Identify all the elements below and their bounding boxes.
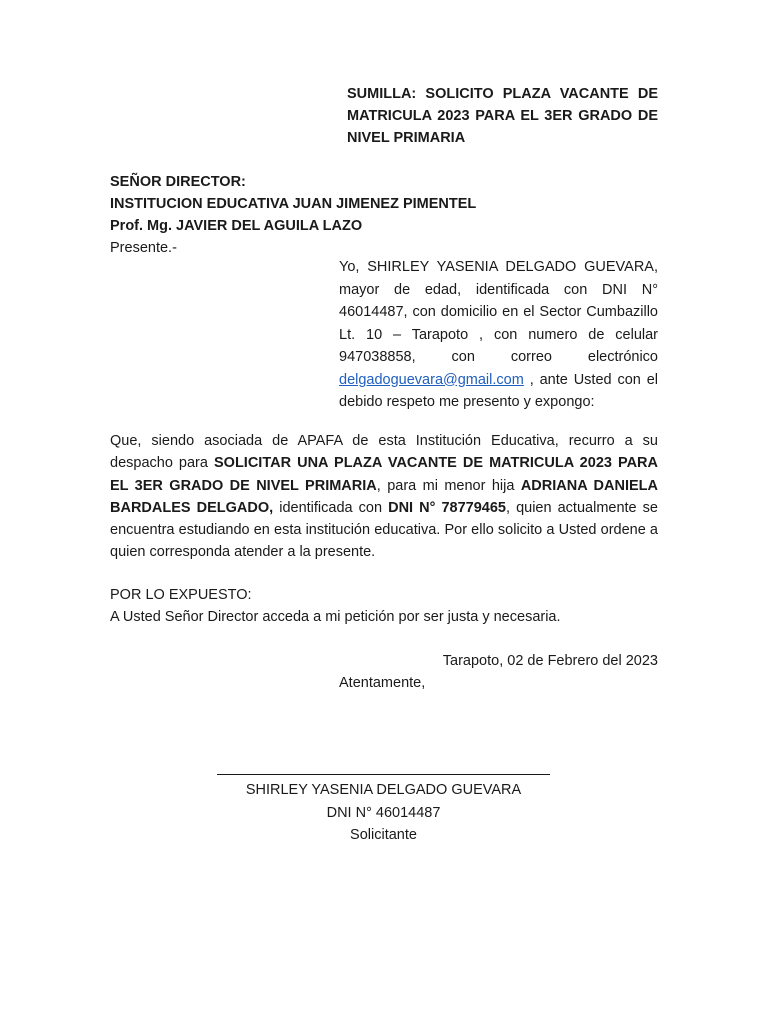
- body-bold-request: SOLICITAR UNA PLAZA VACANTE DE MATRICULA 2023 PARA EL 3ER GRADO DE NIVEL PRIMARIA: [110, 455, 658, 494]
- intro-text: Yo, SHIRLEY YASENIA DELGADO GUEVARA, mayor de edad, identificada con DNI N° 46014487, con domicilio en el Sector Cumbazillo Lt. 10 – Tarapoto , con numero de celular 947038858, con correo electrónico: [339, 259, 658, 365]
- intro-paragraph: [339, 256, 658, 414]
- body-bold-child-name: ADRIANA DANIELA BARDALES DELGADO,: [110, 477, 658, 516]
- sumilla-heading: SUMILLA: SOLICITO PLAZA VACANTE DE MATRICULA 2023 PARA EL 3ER GRADO DE NIVEL PRIMARIA: [347, 86, 658, 146]
- body-text-4: , quien actualmente se encuentra estudiando en esta institución educativa. Por ello solicito a Usted ordene a quien corresponda atender a la presente.: [110, 499, 658, 561]
- expuesto-block: [110, 584, 670, 628]
- body-text-3: identificada con: [273, 499, 389, 516]
- body-paragraph: [110, 430, 658, 564]
- addressee-presente: Presente.-: [110, 240, 177, 256]
- addressee-institution: INSTITUCION EDUCATIVA JUAN JIMENEZ PIMENTEL: [110, 196, 477, 212]
- expuesto-title: POR LO EXPUESTO:: [110, 587, 252, 603]
- signature-line: [217, 774, 550, 775]
- signature-name: SHIRLEY YASENIA DELGADO GUEVARA: [245, 782, 522, 798]
- email-link[interactable]: delgadoguevara@gmail.com: [339, 371, 524, 388]
- farewell-line: Atentamente,: [339, 675, 426, 691]
- date-line: Tarapoto, 02 de Febrero del 2023: [442, 653, 658, 669]
- expuesto-text: A Usted Señor Director acceda a mi petición por ser justa y necesaria.: [110, 609, 561, 625]
- addressee-title: SEÑOR DIRECTOR:: [110, 174, 246, 190]
- addressee-name: Prof. Mg. JAVIER DEL AGUILA LAZO: [110, 218, 363, 234]
- body-text-1: Que, siendo asociada de APAFA de esta Institución Educativa, recurro a su despacho para: [110, 433, 658, 472]
- body-text-2: , para mi menor hija: [376, 477, 521, 494]
- signature-block: [150, 779, 617, 847]
- body-bold-dni: DNI N° 78779465: [388, 499, 506, 516]
- addressee-block: [110, 171, 670, 259]
- signature-role: Solicitante: [350, 827, 417, 843]
- signature-dni: DNI N° 46014487: [326, 804, 441, 821]
- intro-text-end: , ante Usted con el debido respeto me presento y expongo:: [339, 371, 658, 410]
